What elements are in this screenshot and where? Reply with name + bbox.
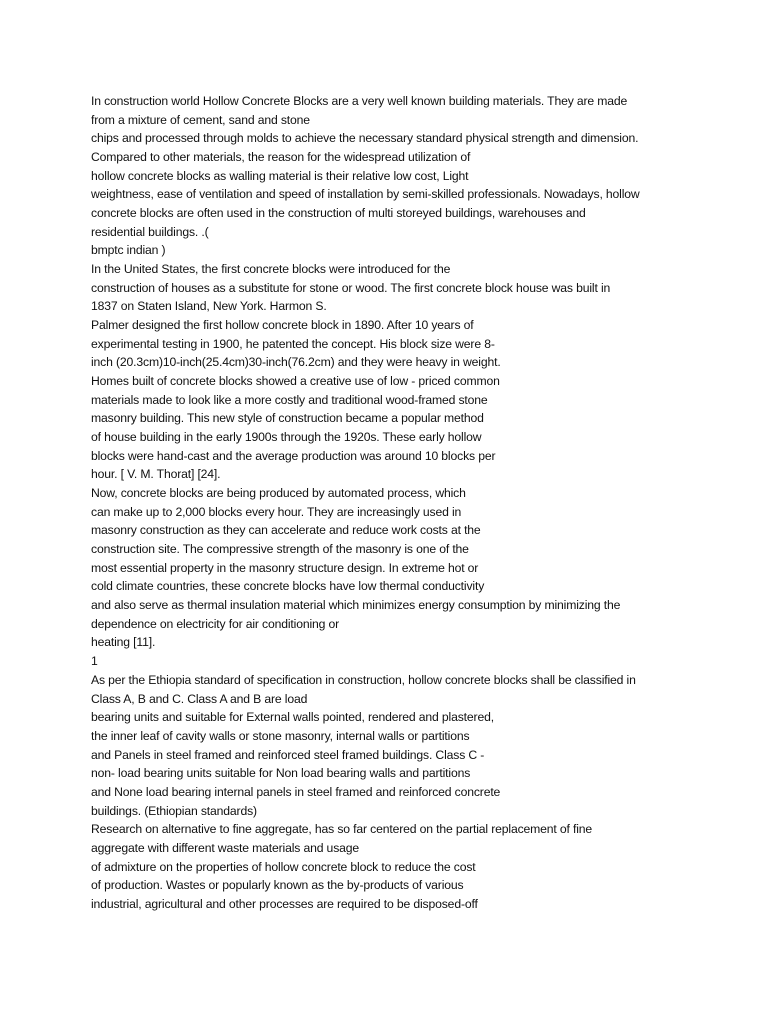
text-line: In construction world Hollow Concrete Blocks are a very well known building materials. They are made [91,94,628,108]
text-line: cold climate countries, these concrete blocks have low thermal conductivity [91,579,485,594]
text-line: construction site. The compressive strength of the masonry is one of the [91,542,469,557]
text-line: heating [11]. [91,635,156,650]
text-line: residential buildings. .( [91,224,209,239]
text-line: dependence on electricity for air conditioning or [91,616,340,631]
text-line: buildings. (Ethiopian standards) [91,803,257,818]
text-line: construction of houses as a substitute for stone or wood. The first concrete block house was built in [91,280,611,295]
text-line: industrial, agricultural and other processes are required to be disposed-off [91,896,478,911]
text-line: Compared to other materials, the reason for the widespread utilization of [91,150,471,165]
text-line: Research on alternative to fine aggregate, has so far centered on the partial replacement of fine [91,822,593,837]
text-line: bmptc indian ) [91,243,166,258]
text-line: most essential property in the masonry structure design. In extreme hot or [91,560,479,575]
text-line: 1837 on Staten Island, New York. Harmon S. [91,299,327,314]
text-line: and also serve as thermal insulation material which minimizes energy consumption by minimizing the [91,598,621,613]
text-line: chips and processed through molds to achieve the necessary standard physical strength and dimension. [91,131,639,146]
text-line: materials made to look like a more costly and traditional wood-framed stone [91,392,488,407]
text-line: concrete blocks are often used in the construction of multi storeyed buildings, warehouses and [91,206,586,221]
text-line: masonry construction as they can accelerate and reduce work costs at the [91,523,481,538]
text-line: masonry building. This new style of construction became a popular method [91,411,484,426]
text-line: Homes built of concrete blocks showed a creative use of low - priced common [91,374,500,389]
text-line: and Panels in steel framed and reinforced steel framed buildings. Class C - [91,747,485,762]
text-line: non- load bearing units suitable for Non load bearing walls and partitions [91,766,471,781]
text-line: from a mixture of cement, sand and stone [91,112,310,127]
text-line: of admixture on the properties of hollow concrete block to reduce the cost [91,859,476,874]
page-number: 1 [91,654,98,669]
text-line: inch (20.3cm)10-inch(25.4cm)30-inch(76.2cm) and they were heavy in weight. [91,355,501,370]
text-line: experimental testing in 1900, he patented the concept. His block size were 8- [91,336,495,351]
text-line: aggregate with different waste materials and usage [91,840,360,855]
text-line: the inner leaf of cavity walls or stone masonry, internal walls or partitions [91,728,470,743]
text-line: weightness, ease of ventilation and speed of installation by semi-skilled professionals. Nowadays, hollow [91,187,640,202]
text-line: hollow concrete blocks as walling material is their relative low cost, Light [91,168,469,183]
text-line: of production. Wastes or popularly known as the by-products of various [91,878,464,893]
text-line: Class A, B and C. Class A and B are load [91,691,308,706]
text-line: Now, concrete blocks are being produced by automated process, which [91,486,466,501]
text-line: In the United States, the first concrete blocks were introduced for the [91,262,451,277]
text-line: bearing units and suitable for External walls pointed, rendered and plastered, [91,710,494,725]
text-line: Palmer designed the first hollow concrete block in 1890. After 10 years of [91,318,474,333]
document-body [91,92,761,914]
text-line: and None load bearing internal panels in steel framed and reinforced concrete [91,784,501,799]
text-line: hour. [ V. M. Thorat] [24]. [91,467,221,482]
text-line: of house building in the early 1900s through the 1920s. These early hollow [91,430,482,445]
text-line: As per the Ethiopia standard of specification in construction, hollow concrete blocks shall be classified in [91,672,636,687]
text-line: blocks were hand-cast and the average production was around 10 blocks per [91,448,496,463]
text-line: can make up to 2,000 blocks every hour. They are increasingly used in [91,504,462,519]
